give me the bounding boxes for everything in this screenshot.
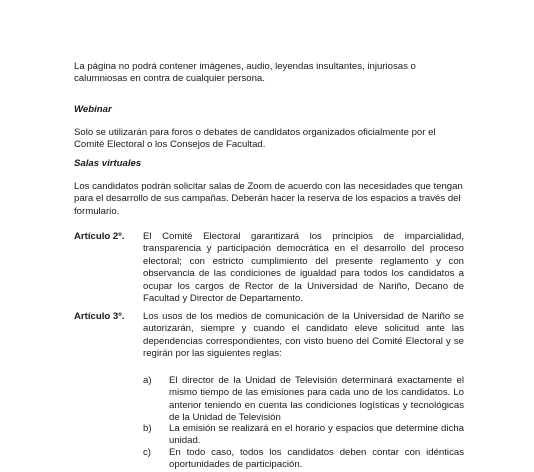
rule-a-text: El director de la Unidad de Televisión determinará exactamente el mismo tiempo de las emisiones para cada uno de los candidatos. Lo anterior teniendo en cuenta las condiciones logísticas y tecnológicas de la Unidad de Televisión <box>169 375 464 424</box>
articulo-2-text: El Comité Electoral garantizará los principios de imparcialidad, transparencia y participación democrática en el desarrollo del proceso electoral; con estricto cumplimiento del presente reglamento y con observancia de las condiciones de igualdad para todos los candidatos a ocupar los cargos de Rector de la Universidad de Nariño, Decano de Facultad y Director de Departamento. <box>143 231 464 305</box>
salas-virtuales-paragraph: Los candidatos podrán solicitar salas de Zoom de acuerdo con las necesidades que tengan para el desarrollo de sus campañas. Deberán hacer la reserva de los espacios a través del formulario. <box>74 181 463 217</box>
articulo-3-label: Artículo 3º. <box>74 311 125 322</box>
salas-virtuales-heading: Salas virtuales <box>74 158 142 169</box>
rule-c-text: En todo caso, todos los candidatos deben contar con idénticas oportunidades de participación. <box>169 447 464 471</box>
webinar-heading: Webinar <box>74 104 112 115</box>
rule-c-letter: c) <box>143 447 151 458</box>
rule-b-letter: b) <box>143 423 152 434</box>
rule-b-text: La emisión se realizará en el horario y espacios que determine dicha unidad. <box>169 423 464 447</box>
articulo-3-text: Los usos de los medios de comunicación de la Universidad de Nariño se autorizarán, siempre y cuando el candidato eleve solicitud ante las dependencias correspondientes, con visto bueno del Comité Electoral y se regirán por las siguientes reglas: <box>143 311 464 360</box>
intro-paragraph: La página no podrá contener imágenes, audio, leyendas insultantes, injuriosas o calumniosas en contra de cualquier persona. <box>74 61 416 85</box>
articulo-2-label: Artículo 2º. <box>74 231 125 242</box>
webinar-paragraph: Solo se utilizarán para foros o debates de candidatos organizados oficialmente por el Comité Electoral o los Consejos de Facultad. <box>74 127 436 151</box>
rule-a-letter: a) <box>143 375 152 386</box>
